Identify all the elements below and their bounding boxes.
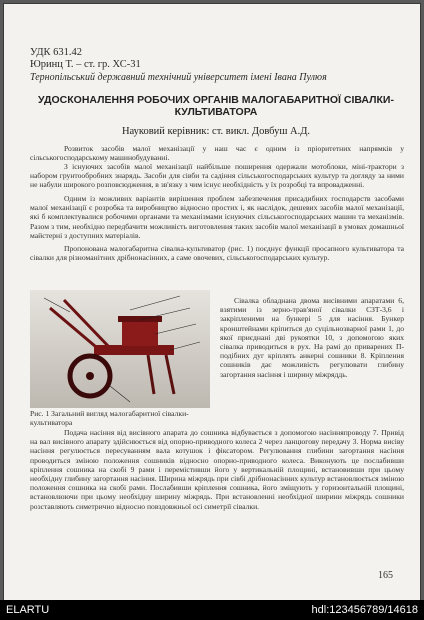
paragraph-3: Одним із можливих варіантів вирішення проблем забезпечення присадибних господарств засобами малої механізації є розробка та виробництво відносно простих і, як наслідок, дешевих засобів малої механізації, які б комплектувалися робочими органами та механізмами існуючих сільськогосподарських машин та механізмів. Разом з тим, необхідно передбачити можливість виготовлення таких засобів малої механізації в умовах домашньої майстерні з доступних матеріалів. xyxy=(30,194,404,240)
supervisor-line: Науковий керівник: ст. викл. Довбуш А.Д. xyxy=(121,126,311,137)
document-page xyxy=(4,4,420,600)
footer-handle: hdl:123456789/14618 xyxy=(311,604,418,616)
footer-repository-name: ELARTU xyxy=(6,604,50,616)
udk-code: УДК 631.42 xyxy=(30,47,83,58)
paragraph-5: Подача насіння від висівного апарата до сошника відбувається з допомогою насінняпроводу 7. Привід на вал висівного апарату здійснюється від опорно-приводного колеса 2 через ланцюгову передачу 3. Норма висіву насіння регулюється пересуванням вала котушок і фіксатором. Регулювання глибини загортання насіння проводиться зміною положення сошників відносно опорно-приводного колеса. Виконують це послабивши кріплення сошника на скобі 9 рами і перемістивши його у вертикальній площині, встановивши при цьому необхідну глибину загортання насіння. Ширина міжрядь при сівбі дрібнонасінних культур встановлюється зміною положення сошника на скобі рами. Послабивши кріплення сошника, його зміщують у горизонтальній площині, встановлюючи при цьому необхідну ширину міжрядь. При встановленні необхідної ширини міжрядь сошники розставляють симетрично відносно повздовжньої осі симетрії сівалки. xyxy=(30,428,404,511)
paper-title: УДОСКОНАЛЕННЯ РОБОЧИХ ОРГАНІВ МАЛОГАБАРИТНОЇ СІВАЛКИ-КУЛЬТИВАТОРА xyxy=(38,94,394,118)
institution-line: Тернопільський державний технічний університет імені Івана Пулюя xyxy=(30,72,327,83)
paragraph-4: Пропонована малогабаритна сівалка-культиватор (рис. 1) поєднує функції просапного культиватора та сівалки для різноманітних дрібнонасінних, а саме овочевих, сільськогосподарських культур. xyxy=(30,244,404,263)
author-line: Юринц Т. – ст. гр. ХС-31 xyxy=(30,59,141,70)
page-number: 165 xyxy=(378,570,393,581)
footer-bar xyxy=(0,600,424,620)
figure-caption: Рис. 1 Загальний вигляд малогабаритної сівалки-культиватора xyxy=(30,409,189,428)
figure-description: Сівалка обладнана двома висівними апаратами 6, взятими із зерно-трав'яної сівалки СЗТ-3,6 і закріпленими на бункері 5 для насіння. Бункер кронштейнами кріпиться до суцільнозварної рами 1, до якої приєднані дві рукоятки 10, з допомогою яких сівалка приводиться в рух. На рамі до приварених П-подібних дуг кріплять анкерні сошники 8. Кріплення сошників дає можливість регулювати глибину загортання насіння і ширину міжряддь. xyxy=(220,296,404,379)
figure-photo xyxy=(30,290,210,408)
paragraph-2: З існуючих засобів малої механізації найбільше поширення одержали мотоблоки, міні-трактори з набором грунтообробних знарядь. Засоби для сівби та садіння сільськогосподарських культур та догляду за ними не набули широкого розповсюдження, в зв'язку з чим існує необхідність у їх розробці та впровадженні. xyxy=(30,162,404,190)
paragraph-1: Розвиток засобів малої механізації у наш час є одним із пріоритетних напрямків у сільськогосподарському машинобудуванні. xyxy=(30,144,404,163)
